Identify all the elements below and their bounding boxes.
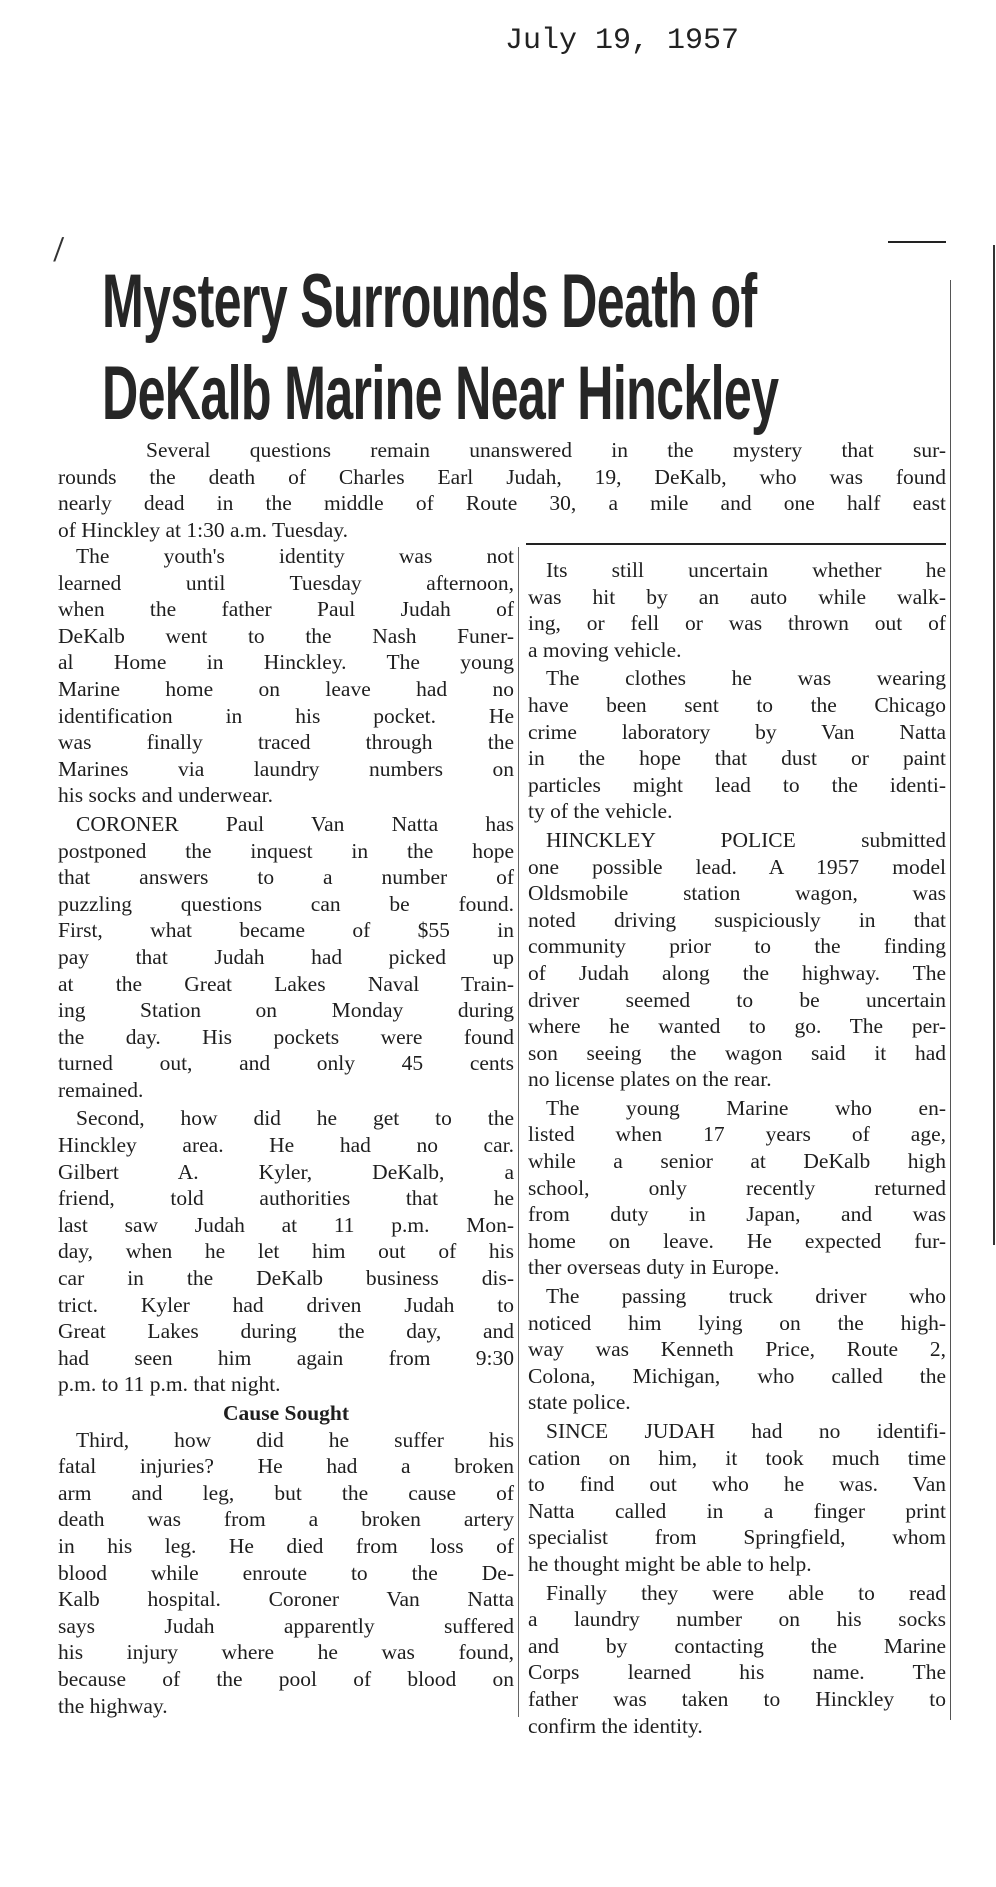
text-line: al Home in Hinckley. The young xyxy=(58,650,514,675)
top-rule xyxy=(888,241,946,243)
text-line: Third, how did he suffer his xyxy=(76,1427,514,1452)
text-line: son seeing the wagon said it had xyxy=(528,1040,946,1065)
column-divider xyxy=(518,547,519,1717)
text-line: crime laboratory by Van Natta xyxy=(528,719,946,744)
text-line: he thought might be able to help. xyxy=(528,1551,812,1576)
text-line: was hit by an auto while walk- xyxy=(528,584,946,609)
text-line: cation on him, it took much time xyxy=(528,1445,946,1470)
text-line: home on leave. He expected fur- xyxy=(528,1228,946,1253)
text-line: Colona, Michigan, who called the xyxy=(528,1363,946,1388)
text-line: ing, or fell or was thrown out of xyxy=(528,611,946,636)
text-line: postponed the inquest in the hope xyxy=(58,838,514,863)
text-line: because of the pool of blood on xyxy=(58,1666,514,1691)
text-line: while a senior at DeKalb high xyxy=(528,1149,946,1174)
text-line: death was from a broken artery xyxy=(58,1507,514,1532)
text-line: Several questions remain unanswered in the mystery that sur- xyxy=(146,438,946,462)
dateline: July 19, 1957 xyxy=(505,24,740,58)
text-line: driver seemed to be uncertain xyxy=(528,987,946,1012)
text-line: school, only recently returned xyxy=(528,1175,946,1200)
text-line: day, when he let him out of his xyxy=(58,1239,514,1264)
text-line: the day. His pockets were found xyxy=(58,1024,514,1049)
paragraph xyxy=(528,1580,946,1740)
text-line: no license plates on the rear. xyxy=(528,1067,772,1092)
paragraph xyxy=(528,1418,946,1578)
article-right-column xyxy=(528,557,946,1741)
text-line: remained. xyxy=(58,1077,144,1102)
text-line: of Judah along the highway. The xyxy=(528,960,946,985)
text-line: from duty in Japan, and was xyxy=(528,1202,946,1227)
text-line: Kalb hospital. Coroner Van Natta xyxy=(58,1587,514,1612)
text-line: Corps learned his name. The xyxy=(528,1660,946,1685)
subheading: Cause Sought xyxy=(222,1401,350,1425)
text-line: Gilbert A. Kyler, DeKalb, a xyxy=(58,1159,514,1184)
article-left-column xyxy=(58,543,514,1721)
text-line: a laundry number on his socks xyxy=(528,1607,946,1632)
paragraph xyxy=(528,827,946,1093)
text-line: Oldsmobile station wagon, was xyxy=(528,881,946,906)
text-line: when the father Paul Judah of xyxy=(58,597,514,622)
text-line: HINCKLEY POLICE submitted xyxy=(546,827,946,852)
text-line: puzzling questions can be found. xyxy=(58,891,514,916)
paragraph xyxy=(58,811,514,1104)
text-line: says Judah apparently suffered xyxy=(58,1613,514,1638)
paragraph xyxy=(528,557,946,663)
text-line: DeKalb went to the Nash Funer- xyxy=(58,623,514,648)
text-line: the highway. xyxy=(58,1693,168,1718)
text-line: Its still uncertain whether he xyxy=(546,558,946,582)
text-line: noted driving suspiciously in that xyxy=(528,907,946,932)
text-line: blood while enroute to the De- xyxy=(58,1560,514,1585)
text-line: Natta called in a finger print xyxy=(528,1498,946,1523)
text-line: The youth's identity was not xyxy=(76,544,514,568)
text-line: where he wanted to go. The per- xyxy=(528,1014,946,1039)
text-line: identification in his pocket. He xyxy=(58,703,514,728)
text-line: trict. Kyler had driven Judah to xyxy=(58,1292,514,1317)
text-line: p.m. to 11 p.m. that night. xyxy=(58,1372,281,1397)
text-line: to find out who he was. Van xyxy=(528,1472,946,1497)
text-line: First, what became of $55 in xyxy=(58,918,514,943)
text-line: The young Marine who en- xyxy=(546,1095,946,1120)
paragraph xyxy=(528,665,946,825)
text-line: that answers to a number of xyxy=(58,865,514,890)
text-line: car in the DeKalb business dis- xyxy=(58,1266,514,1291)
right-column-border xyxy=(950,280,951,1720)
text-line: listed when 17 years of age, xyxy=(528,1122,946,1147)
text-line: in the hope that dust or paint xyxy=(528,746,946,771)
text-line: last saw Judah at 11 p.m. Mon- xyxy=(58,1212,514,1237)
text-line: turned out, and only 45 cents xyxy=(58,1051,514,1076)
text-line: The passing truck driver who xyxy=(546,1284,946,1309)
text-line: SINCE JUDAH had no identifi- xyxy=(546,1419,946,1443)
text-line: learned until Tuesday afternoon, xyxy=(58,570,514,595)
text-line: specialist from Springfield, whom xyxy=(528,1525,946,1550)
text-line: pay that Judah had picked up xyxy=(58,944,514,969)
text-line: ther overseas duty in Europe. xyxy=(528,1255,780,1280)
paragraph xyxy=(58,1427,514,1720)
text-line: CORONER Paul Van Natta has xyxy=(76,811,514,836)
text-line: Marines via laundry numbers on xyxy=(58,756,514,781)
text-line: and by contacting the Marine xyxy=(528,1633,946,1658)
text-line: arm and leg, but the cause of xyxy=(58,1480,514,1505)
text-line: his socks and underwear. xyxy=(58,783,273,808)
text-line: his injury where he was found, xyxy=(58,1640,514,1665)
text-line: fatal injuries? He had a broken xyxy=(58,1454,514,1479)
adjacent-article-border xyxy=(993,245,995,1245)
text-line: a moving vehicle. xyxy=(528,637,682,662)
text-line: one possible lead. A 1957 model xyxy=(528,854,946,879)
text-line: at the Great Lakes Naval Train- xyxy=(58,971,514,996)
text-line: had seen him again from 9:30 xyxy=(58,1345,514,1370)
article-intro xyxy=(58,437,946,543)
headline-line-2: DeKalb Marine Near Hinckley xyxy=(102,351,779,436)
paragraph xyxy=(528,1283,946,1416)
paragraph xyxy=(528,1095,946,1281)
text-line: particles might lead to the identi- xyxy=(528,772,946,797)
text-line: Marine home on leave had no xyxy=(58,676,514,701)
text-line: of Hinckley at 1:30 a.m. Tuesday. xyxy=(58,517,349,542)
text-line: confirm the identity. xyxy=(528,1713,703,1738)
headline-line-1: Mystery Surrounds Death of xyxy=(102,259,757,344)
pen-mark: | xyxy=(50,232,69,262)
text-line: noticed him lying on the high- xyxy=(528,1310,946,1335)
text-line: state police. xyxy=(528,1390,631,1415)
text-line: Finally they were able to read xyxy=(546,1580,946,1605)
text-line: friend, told authorities that he xyxy=(58,1186,514,1211)
paragraph xyxy=(58,1105,514,1398)
paragraph xyxy=(58,543,514,809)
text-line: Great Lakes during the day, and xyxy=(58,1319,514,1344)
text-line: way was Kenneth Price, Route 2, xyxy=(528,1337,946,1362)
text-line: rounds the death of Charles Earl Judah, 19, DeKalb, who was found xyxy=(58,464,946,489)
text-line: was finally traced through the xyxy=(58,730,514,755)
text-line: father was taken to Hinckley to xyxy=(528,1686,946,1711)
text-line: ty of the vehicle. xyxy=(528,799,673,824)
text-line: nearly dead in the middle of Route 30, a mile and one half east xyxy=(58,491,946,516)
text-line: Hinckley area. He had no car. xyxy=(58,1133,514,1158)
text-line: The clothes he was wearing xyxy=(546,666,946,691)
text-line: community prior to the finding xyxy=(528,934,946,959)
text-line: ing Station on Monday during xyxy=(58,998,514,1023)
text-line: Second, how did he get to the xyxy=(76,1106,514,1131)
text-line: have been sent to the Chicago xyxy=(528,692,946,717)
text-line: in his leg. He died from loss of xyxy=(58,1533,514,1558)
